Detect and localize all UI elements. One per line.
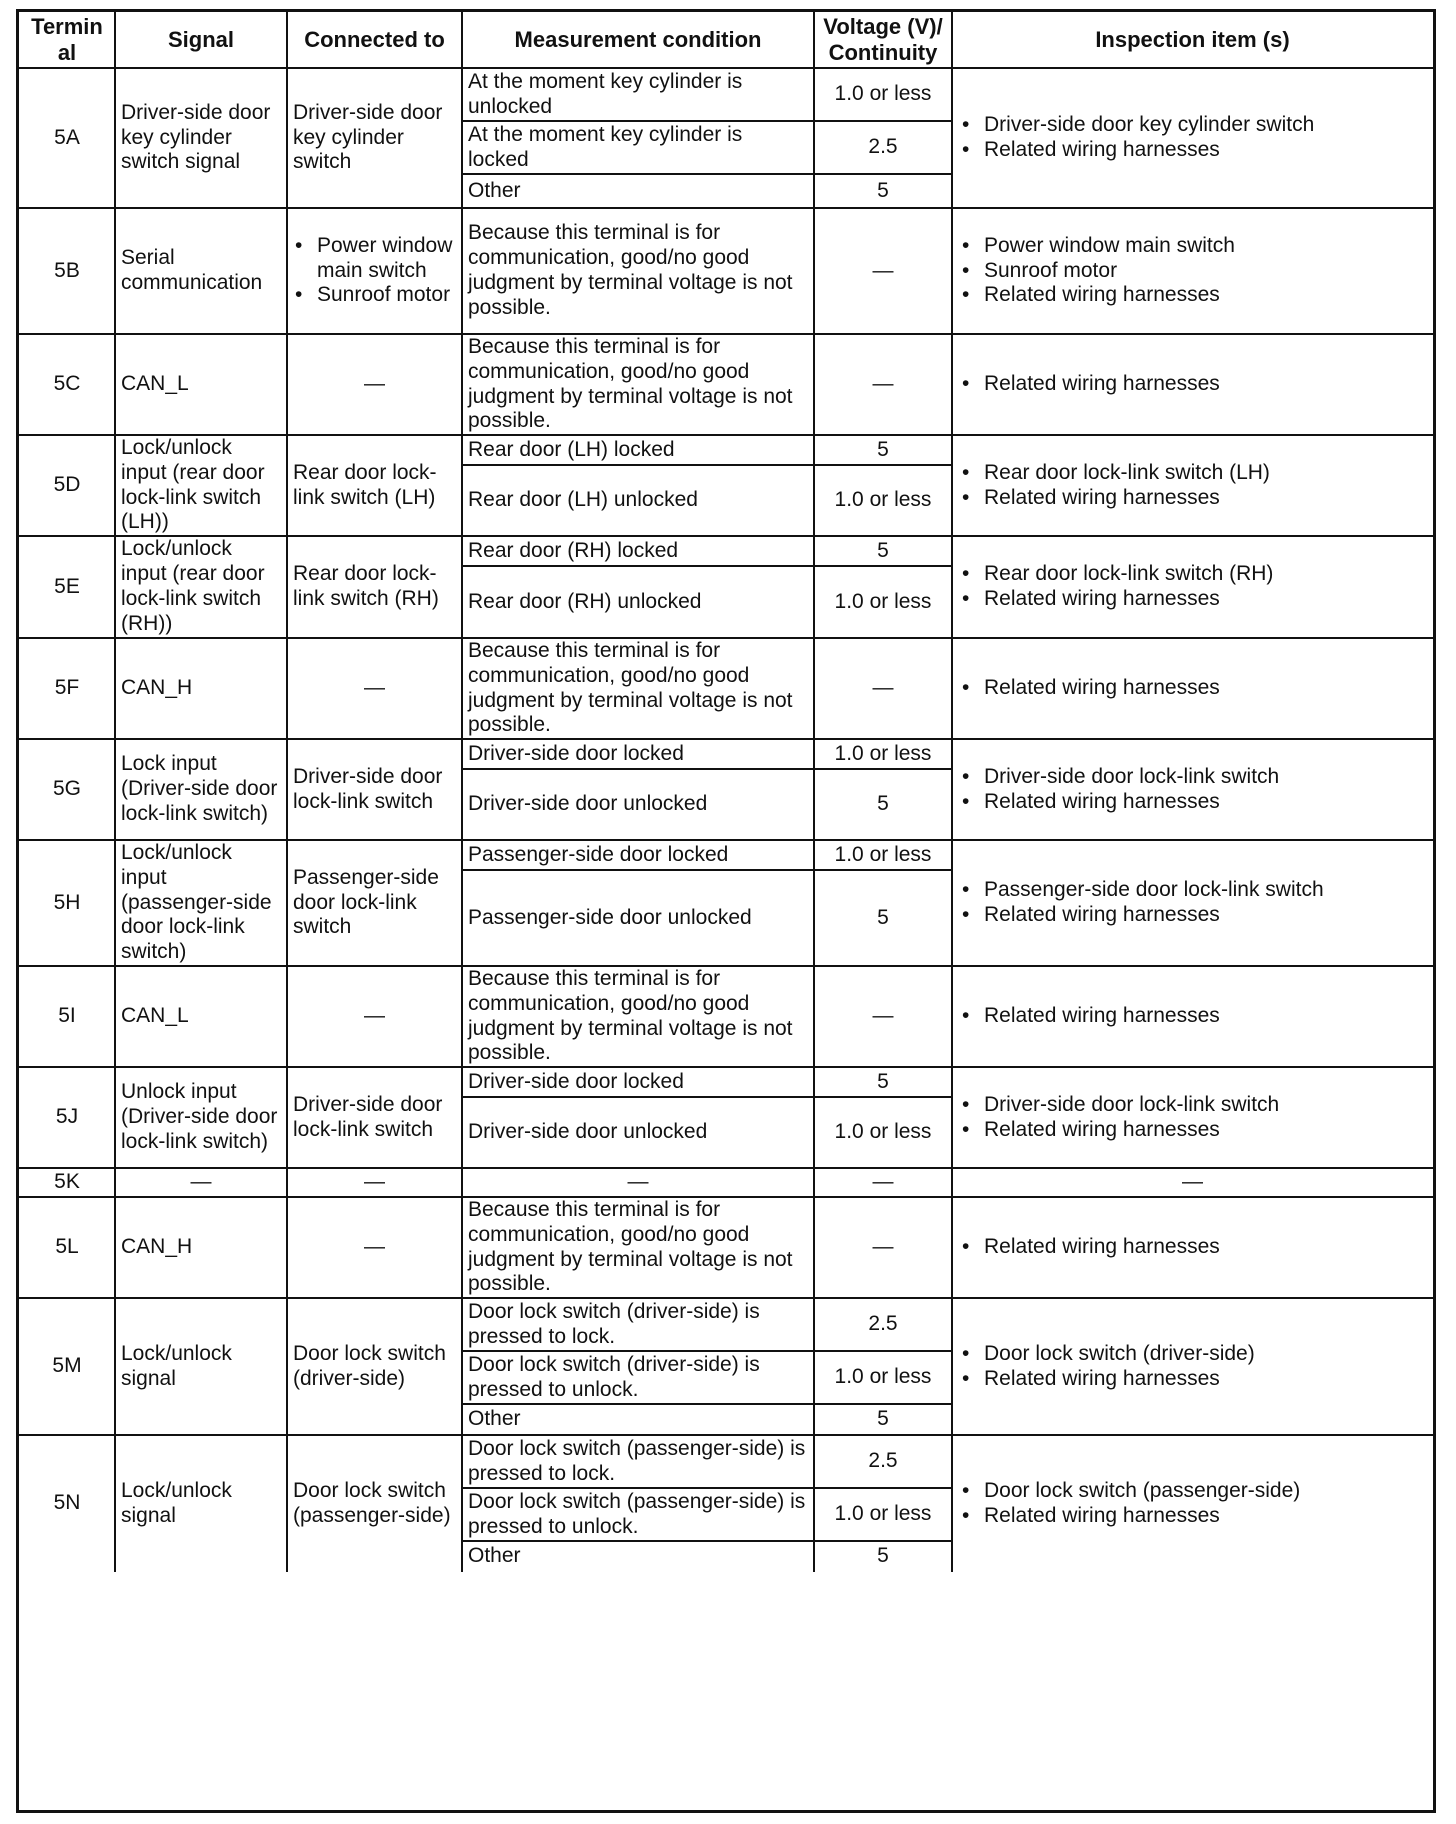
inspection-list bbox=[958, 1342, 1255, 1392]
inspection-items bbox=[952, 739, 1433, 840]
inspection-item: • Passenger-side door lock-link switch bbox=[984, 878, 1324, 903]
inspection-item: • Driver-side door lock-link switch bbox=[984, 765, 1279, 790]
inspection-item: • Driver-side door lock-link switch bbox=[984, 1093, 1279, 1118]
inspection-list bbox=[958, 1235, 1220, 1260]
measurement-condition: At the moment key cylinder is locked bbox=[468, 122, 743, 171]
connected-to-text: Driver-side door lock-link switch bbox=[293, 764, 443, 813]
inspection-items bbox=[952, 208, 1433, 334]
measurement-condition: Other bbox=[468, 1544, 521, 1568]
connected-to-text: — bbox=[364, 1004, 385, 1028]
column-header: Inspection item (s) bbox=[1095, 27, 1290, 53]
inspection-item: • Rear door lock-link switch (RH) bbox=[984, 562, 1273, 587]
measurement-condition: Door lock switch (driver-side) is pressed to lock. bbox=[468, 1299, 760, 1348]
terminal-id: 5I bbox=[58, 1004, 76, 1028]
terminal-id: 5G bbox=[52, 777, 81, 801]
terminal-id: 5K bbox=[54, 1170, 80, 1194]
inspection-item: • Door lock switch (driver-side) bbox=[984, 1342, 1255, 1367]
connected-to-text: Door lock switch (passenger-side) bbox=[293, 1478, 451, 1527]
measurement-condition: Passenger-side door unlocked bbox=[468, 905, 752, 929]
signal-name: Lock/unlock input (rear door lock-link switch (LH)) bbox=[121, 435, 265, 534]
signal-name: CAN_L bbox=[121, 1004, 189, 1028]
voltage-value: 1.0 or less bbox=[834, 842, 932, 866]
inspection-item: • Driver-side door key cylinder switch bbox=[984, 113, 1314, 138]
inspection-list bbox=[958, 234, 1235, 308]
measurement-condition: Door lock switch (passenger-side) is pressed to lock. bbox=[468, 1436, 806, 1485]
inspection-list bbox=[958, 562, 1273, 612]
measurement-condition: Driver-side door unlocked bbox=[468, 1120, 708, 1144]
measurement-condition: Driver-side door locked bbox=[468, 741, 684, 765]
measurement-condition: Because this terminal is for communication, good/no good judgment by terminal voltage is not possible. bbox=[468, 638, 793, 737]
voltage-value: 1.0 or less bbox=[834, 589, 932, 613]
terminal-id: 5N bbox=[53, 1491, 81, 1515]
voltage-value: — bbox=[872, 372, 894, 396]
measurement-condition: Door lock switch (driver-side) is pressed to unlock. bbox=[468, 1352, 760, 1401]
inspection-items bbox=[952, 1168, 1433, 1197]
terminal-id: 5L bbox=[55, 1235, 79, 1259]
inspection-list bbox=[958, 1093, 1279, 1143]
connected-to bbox=[287, 435, 462, 536]
measurement-condition: Because this terminal is for communication, good/no good judgment by terminal voltage is not possible. bbox=[468, 221, 793, 319]
inspection-item: • Related wiring harnesses bbox=[984, 587, 1273, 612]
inspection-list bbox=[958, 676, 1220, 701]
inspection-item: • Related wiring harnesses bbox=[984, 1118, 1279, 1143]
connected-to bbox=[287, 536, 462, 638]
connected-to-text: — bbox=[364, 1235, 385, 1259]
inspection-item: • Related wiring harnesses bbox=[984, 1504, 1300, 1529]
inspection-items bbox=[952, 1197, 1433, 1298]
inspection-item: • Related wiring harnesses bbox=[984, 903, 1324, 928]
inspection-item: • Related wiring harnesses bbox=[984, 283, 1235, 308]
voltage-value: — bbox=[872, 1235, 894, 1259]
inspection-item: • Related wiring harnesses bbox=[984, 138, 1314, 163]
measurement-condition: — bbox=[627, 1170, 649, 1194]
connected-to-text: Rear door lock-link switch (RH) bbox=[293, 562, 439, 610]
inspection-text: — bbox=[1182, 1170, 1203, 1194]
connected-to-text: Passenger-side door lock-link switch bbox=[293, 865, 439, 939]
connected-to-text: — bbox=[364, 676, 385, 700]
inspection-item: • Related wiring harnesses bbox=[984, 486, 1270, 511]
connected-to bbox=[287, 638, 462, 739]
measurement-condition: Other bbox=[468, 1407, 521, 1431]
grid-line bbox=[461, 12, 463, 1572]
grid-line bbox=[114, 12, 116, 1572]
terminal-id: 5M bbox=[52, 1354, 82, 1378]
inspection-items bbox=[952, 966, 1433, 1067]
measurement-condition: Because this terminal is for communication, good/no good judgment by terminal voltage is not possible. bbox=[468, 334, 793, 433]
inspection-item: • Related wiring harnesses bbox=[984, 1367, 1255, 1392]
inspection-items bbox=[952, 68, 1433, 208]
connected-to bbox=[287, 68, 462, 208]
signal-name: CAN_H bbox=[121, 1235, 193, 1259]
signal-name: Lock/unlock input (rear door lock-link switch (RH)) bbox=[121, 537, 265, 635]
measurement-condition: Because this terminal is for communication, good/no good judgment by terminal voltage is not possible. bbox=[468, 966, 793, 1065]
connected-to bbox=[287, 208, 462, 334]
signal-name: Unlock input (Driver-side door lock-link switch) bbox=[121, 1080, 278, 1153]
signal-name: Lock/unlock signal bbox=[121, 1478, 232, 1527]
inspection-items bbox=[952, 840, 1433, 966]
voltage-value: — bbox=[872, 1170, 894, 1194]
terminal-id: 5C bbox=[53, 372, 81, 396]
connected-to-text: Driver-side door key cylinder switch bbox=[293, 100, 443, 174]
voltage-value: — bbox=[872, 1004, 894, 1028]
voltage-value: 1.0 or less bbox=[834, 1365, 932, 1389]
voltage-value: 1.0 or less bbox=[834, 82, 932, 106]
connected-to bbox=[287, 334, 462, 435]
inspection-list bbox=[958, 1479, 1300, 1529]
measurement-condition: Rear door (LH) locked bbox=[468, 437, 675, 461]
connected-to bbox=[287, 1435, 462, 1572]
inspection-items bbox=[952, 536, 1433, 638]
signal-name: Lock/unlock input (passenger-side door lock-link switch) bbox=[121, 841, 272, 964]
voltage-value: 2.5 bbox=[868, 135, 898, 159]
measurement-condition: Other bbox=[468, 178, 521, 202]
column-header: Termin al bbox=[31, 14, 103, 65]
connected-to bbox=[287, 840, 462, 966]
inspection-items bbox=[952, 638, 1433, 739]
measurement-condition: Rear door (LH) unlocked bbox=[468, 488, 698, 512]
signal-name: Lock input (Driver-side door lock-link switch) bbox=[121, 752, 278, 825]
voltage-value: 5 bbox=[877, 905, 889, 929]
inspection-list bbox=[958, 1004, 1220, 1029]
connected-to bbox=[287, 1168, 462, 1197]
inspection-item: • Related wiring harnesses bbox=[984, 790, 1279, 815]
connected-to bbox=[287, 739, 462, 840]
column-header: Voltage (V)/ Continuity bbox=[823, 14, 943, 65]
measurement-condition: Passenger-side door locked bbox=[468, 842, 729, 866]
grid-line bbox=[813, 12, 815, 1572]
signal-name: Serial communication bbox=[121, 246, 263, 294]
measurement-condition: Driver-side door unlocked bbox=[468, 792, 708, 816]
voltage-value: 5 bbox=[877, 437, 889, 461]
connected-to-text: — bbox=[364, 372, 385, 396]
connected-to bbox=[287, 966, 462, 1067]
measurement-condition: Rear door (RH) unlocked bbox=[468, 589, 702, 613]
inspection-item: • Rear door lock-link switch (LH) bbox=[984, 461, 1270, 486]
inspection-item: • Related wiring harnesses bbox=[984, 1004, 1220, 1029]
signal-name: CAN_L bbox=[121, 372, 189, 396]
voltage-value: 5 bbox=[877, 538, 889, 562]
connected-to-text: Door lock switch (driver-side) bbox=[293, 1341, 446, 1390]
measurement-condition: Rear door (RH) locked bbox=[468, 538, 679, 562]
voltage-value: 2.5 bbox=[868, 1312, 898, 1336]
connected-to bbox=[287, 1197, 462, 1298]
inspection-item: • Door lock switch (passenger-side) bbox=[984, 1479, 1300, 1504]
voltage-value: 5 bbox=[877, 1544, 889, 1568]
signal-name: Driver-side door key cylinder switch signal bbox=[121, 100, 271, 174]
inspection-item: • Related wiring harnesses bbox=[984, 676, 1220, 701]
voltage-value: 5 bbox=[877, 178, 889, 202]
measurement-condition: Because this terminal is for communication, good/no good judgment by terminal voltage is not possible. bbox=[468, 1197, 793, 1296]
inspection-item: • Related wiring harnesses bbox=[984, 1235, 1220, 1260]
connected-to bbox=[287, 1067, 462, 1168]
inspection-items bbox=[952, 1067, 1433, 1168]
measurement-condition: At the moment key cylinder is unlocked bbox=[468, 69, 743, 118]
column-header: Connected to bbox=[304, 27, 445, 53]
inspection-list bbox=[958, 878, 1324, 928]
connected-to-text: — bbox=[364, 1170, 385, 1194]
voltage-value: 1.0 or less bbox=[834, 1502, 932, 1526]
inspection-list bbox=[958, 765, 1279, 815]
terminal-id: 5B bbox=[54, 258, 80, 282]
inspection-item: • Sunroof motor bbox=[984, 259, 1235, 284]
voltage-value: 1.0 or less bbox=[834, 488, 932, 512]
connected-to-item: • Power window main switch bbox=[317, 234, 456, 284]
signal-name: — bbox=[190, 1170, 212, 1194]
terminal-inspection-table bbox=[16, 9, 1436, 1813]
connected-to-item: • Sunroof motor bbox=[317, 283, 456, 308]
grid-line bbox=[951, 12, 953, 1572]
inspection-list bbox=[958, 461, 1270, 511]
voltage-value: 1.0 or less bbox=[834, 741, 932, 765]
connected-to-list bbox=[293, 234, 456, 308]
signal-name: Lock/unlock signal bbox=[121, 1341, 232, 1390]
column-header: Measurement condition bbox=[514, 27, 762, 53]
voltage-value: — bbox=[872, 258, 894, 282]
measurement-condition: Driver-side door locked bbox=[468, 1069, 684, 1093]
connected-to-text: Rear door lock-link switch (LH) bbox=[293, 460, 437, 509]
signal-name: CAN_H bbox=[121, 676, 193, 700]
inspection-item: • Related wiring harnesses bbox=[984, 372, 1220, 397]
inspection-items bbox=[952, 1435, 1433, 1572]
terminal-id: 5A bbox=[54, 125, 80, 149]
voltage-value: 1.0 or less bbox=[834, 1120, 932, 1144]
terminal-id: 5E bbox=[54, 574, 80, 598]
inspection-items bbox=[952, 435, 1433, 536]
inspection-list bbox=[958, 113, 1314, 163]
voltage-value: 5 bbox=[877, 1069, 889, 1093]
inspection-item: • Power window main switch bbox=[984, 234, 1235, 259]
measurement-condition: Door lock switch (passenger-side) is pressed to unlock. bbox=[468, 1489, 806, 1538]
connected-to-text: Driver-side door lock-link switch bbox=[293, 1092, 443, 1141]
connected-to bbox=[287, 1298, 462, 1435]
terminal-id: 5H bbox=[53, 890, 81, 914]
voltage-value: 2.5 bbox=[868, 1449, 898, 1473]
grid-line bbox=[286, 12, 288, 1572]
terminal-id: 5J bbox=[55, 1105, 79, 1129]
column-header: Signal bbox=[167, 27, 234, 53]
voltage-value: — bbox=[872, 676, 894, 700]
terminal-id: 5D bbox=[53, 473, 81, 497]
voltage-value: 5 bbox=[877, 1407, 889, 1431]
inspection-list bbox=[958, 372, 1220, 397]
inspection-items bbox=[952, 334, 1433, 435]
inspection-items bbox=[952, 1298, 1433, 1435]
voltage-value: 5 bbox=[877, 792, 889, 816]
terminal-id: 5F bbox=[54, 676, 80, 700]
